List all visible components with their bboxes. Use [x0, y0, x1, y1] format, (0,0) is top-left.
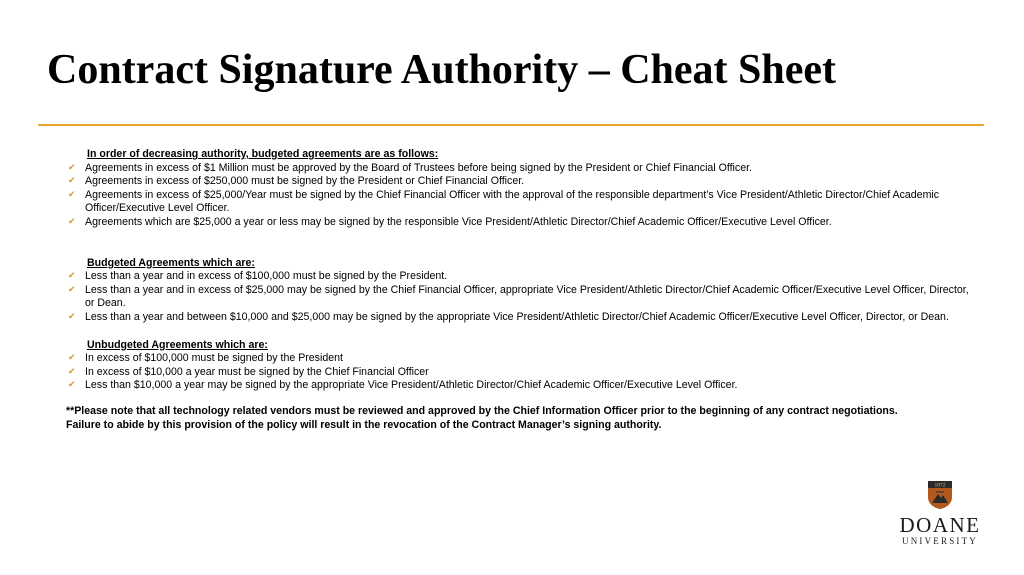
list-item: ✔ Agreements which are $25,000 a year or less may be signed by the responsible Vice President/Athletic Director/Chief Academic Officer/Executive Level Officer. [68, 215, 832, 228]
list-item: ✔ Less than a year and in excess of $100,000 must be signed by the President. [68, 270, 448, 283]
logo-subtitle: UNIVERSITY [902, 536, 978, 546]
list-item: ✔ Less than a year and between $10,000 and $25,000 may be signed by the appropriate Vice President/Athletic Director/Chief Academic Officer/Executive Level Officer, Director, or Dean. [68, 310, 949, 323]
checkmark-icon: ✔ [68, 284, 76, 295]
checkmark-icon: ✔ [68, 176, 76, 187]
decreasing-authority-heading: In order of decreasing authority, budgeted agreements are as follows: [87, 148, 439, 160]
slide-body [66, 148, 981, 432]
checkmark-icon: ✔ [68, 353, 76, 364]
note-line-1: **Please note that all technology related vendors must be reviewed and approved by the Chief Information Officer prior to the beginning of any contract negotiations. [66, 404, 898, 417]
checkmark-icon: ✔ [68, 380, 76, 391]
doane-crest-icon [927, 480, 953, 510]
logo-name: DOANE [899, 513, 981, 537]
note-line-2: Failure to abide by this provision of the policy will result in the revocation of the Contract Manager’s signing authority. [66, 418, 662, 431]
technology-vendor-note [66, 405, 981, 432]
checkmark-icon: ✔ [68, 162, 76, 173]
list-item: ✔ Less than a year and in excess of $25,000 may be signed by the Chief Financial Officer, appropriate Vice President/Athletic Director/Chief Academic Officer/Executive Level Officer, Director, or Dean. [68, 283, 969, 310]
checkmark-icon: ✔ [68, 366, 76, 377]
decreasing-authority-list [66, 162, 981, 230]
slide-title: Contract Signature Authority – Cheat Sheet [47, 47, 837, 93]
list-item: ✔ In excess of $100,000 must be signed by the President [68, 352, 343, 365]
checkmark-icon: ✔ [68, 189, 76, 200]
checkmark-icon: ✔ [68, 271, 76, 282]
budgeted-agreements-heading: Budgeted Agreements which are: [87, 256, 255, 269]
list-item: ✔ Less than $10,000 a year may be signed by the appropriate Vice President/Athletic Director/Chief Academic Officer/Executive Level Officer. [68, 379, 738, 392]
list-item: ✔ Agreements in excess of $250,000 must be signed by the President or Chief Financial Officer. [68, 175, 525, 188]
list-item: ✔ In excess of $10,000 a year must be signed by the Chief Financial Officer [68, 365, 429, 378]
unbudgeted-agreements-heading: Unbudgeted Agreements which are: [87, 338, 268, 351]
checkmark-icon: ✔ [68, 216, 76, 227]
unbudgeted-agreements-list [66, 352, 981, 393]
doane-university-logo [890, 480, 990, 550]
list-item: ✔ Agreements in excess of $25,000/Year must be signed by the Chief Financial Officer with the approval of the responsible department’s Vice President/Athletic Director/Chief Academic Officer/Executive Level Officer. [68, 188, 940, 215]
budgeted-agreements-list [66, 270, 981, 324]
svg-text:1872: 1872 [934, 482, 946, 489]
checkmark-icon: ✔ [68, 311, 76, 322]
list-item: ✔ Agreements in excess of $1 Million must be approved by the Board of Trustees before being signed by the President or Chief Financial Officer. [68, 161, 752, 174]
title-divider [38, 124, 984, 126]
